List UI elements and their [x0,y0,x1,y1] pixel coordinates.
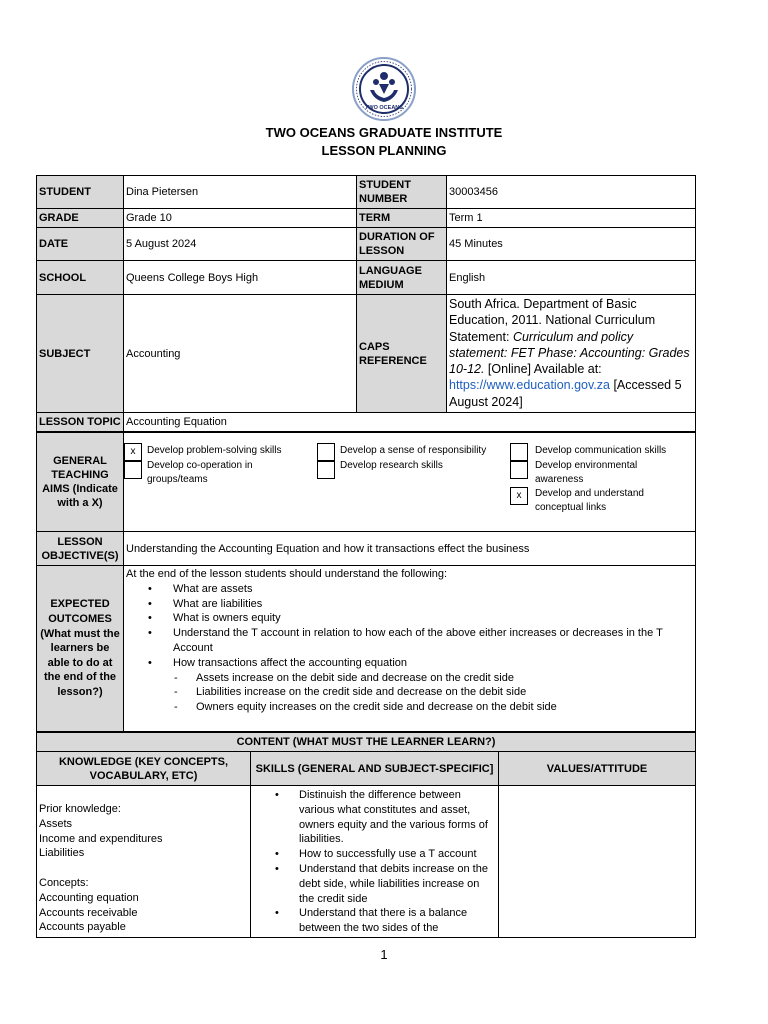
student-value: Dina Pietersen [124,176,357,209]
aim-checkbox[interactable] [510,461,528,479]
knowledge-line: Accounts payable [39,921,126,934]
topic-label: LESSON TOPIC [37,413,124,432]
term-label: TERM [357,209,447,228]
list-item: • What is owners equity [126,611,693,626]
lesson-info-table [36,175,696,432]
knowledge-line: Concepts: [39,876,89,889]
knowledge-line: Accounts receivable [39,906,138,919]
list-item: • What are liabilities [126,597,693,612]
values-cell [499,786,696,938]
knowledge-line: Liabilities [39,847,85,860]
school-label: SCHOOL [37,261,124,295]
caps-reference: South Africa. Department of Basic Education, 2011. National Curriculum Statement: Curriculum and policy statement: FET Phase: Accounting: Grades 10-12. [Online] Available at: https://www.education.gov.za [Accessed 5 August 2024] [447,295,696,413]
list-item: • Understand that there is a balance between the two sides of the [253,906,496,936]
outcomes-list [126,582,693,715]
aim-label: Develop research skills [340,460,443,471]
list-item: • How transactions affect the accounting equation [126,656,693,671]
language-label: LANGUAGE MEDIUM [357,261,447,295]
duration-label: DURATION OF LESSON [357,228,447,261]
student-number-value: 30003456 [447,176,696,209]
topic-value: Accounting Equation [124,413,696,432]
grade-value: Grade 10 [124,209,357,228]
aim-label: Develop communication skills [535,445,667,456]
term-value: Term 1 [447,209,696,228]
institute-name: TWO OCEANS GRADUATE INSTITUTE [265,125,503,140]
list-item: • Distinuish the difference between various what constitutes and asset, owners equity and the various forms of liabilities. [253,788,496,847]
page-number: 1 [380,947,388,962]
knowledge-header: KNOWLEDGE (KEY CONCEPTS, VOCABULARY, ETC) [37,752,251,786]
knowledge-cell [37,786,251,938]
aim-label: Develop problem-solving skills [147,445,282,456]
list-item: • What are assets [126,582,693,597]
list-item: • Understand the T account in relation to how each of the above either increases or decreases in the T Account [126,626,693,656]
outcomes-content [124,566,696,732]
date-value: 5 August 2024 [124,228,357,261]
caps-label: CAPS REFERENCE [357,295,447,413]
education-gov-link[interactable]: https://www.education.gov.za [449,378,610,393]
aim-label: Develop co-operation in groups/teams [147,460,253,485]
content-table [36,732,696,938]
skills-list [253,788,496,936]
list-item: • How to successfully use a T account [253,847,496,862]
aim-checkbox[interactable]: x [124,443,142,461]
outcomes-intro: At the end of the lesson students should understand the following: [126,568,448,580]
svg-text:TWO OCEANS: TWO OCEANS [365,105,403,111]
subject-label: SUBJECT [37,295,124,413]
values-header: VALUES/ATTITUDE [499,752,696,786]
student-label: STUDENT [37,176,124,209]
aim-label: Develop environmental awareness [535,460,638,485]
skills-cell [251,786,499,938]
knowledge-line [39,861,248,876]
aim-label: Develop a sense of responsibility [340,445,487,456]
sub-list-item: - Liabilities increase on the credit side and decrease on the debit side [126,685,693,700]
language-value: English [447,261,696,295]
knowledge-line: Income and expenditures [39,832,163,845]
aim-checkbox[interactable] [317,461,335,479]
knowledge-line: Prior knowledge: [39,803,121,815]
knowledge-line: Assets [39,817,73,830]
objective-text: Understanding the Accounting Equation and how it transactions effect the business [124,532,696,566]
grade-label: GRADE [37,209,124,228]
knowledge-line: Accounting equation [39,891,139,904]
sub-list-item: - Owners equity increases on the credit side and decrease on the debit side [126,700,693,715]
school-value: Queens College Boys High [124,261,357,295]
aim-label: Develop and understand conceptual links [535,488,644,513]
aims-checklist [124,433,696,532]
outcomes-label: EXPECTED OUTCOMES (What must the learners be able to do at the end of the lesson?) [37,566,124,732]
aim-checkbox[interactable]: x [510,487,528,505]
objective-label: LESSON OBJECTIVE(S) [37,532,124,566]
aims-label: GENERAL TEACHING AIMS (Indicate with a X) [37,433,124,532]
skills-header: SKILLS (GENERAL AND SUBJECT-SPECIFIC] [251,752,499,786]
aim-checkbox[interactable] [124,461,142,479]
date-label: DATE [37,228,124,261]
document-title: LESSON PLANNING [321,143,447,158]
aim-checkbox[interactable] [317,443,335,461]
duration-value: 45 Minutes [447,228,696,261]
lesson-aims-table [36,432,696,732]
student-number-label: STUDENT NUMBER [357,176,447,209]
sub-list-item: - Assets increase on the debit side and decrease on the credit side [126,671,693,686]
subject-value: Accounting [124,295,357,413]
list-item: • Understand that debits increase on the debt side, while liabilities increase on the credit side [253,862,496,906]
aim-checkbox[interactable] [510,443,528,461]
content-heading: CONTENT (WHAT MUST THE LEARNER LEARN?) [37,733,696,752]
two-oceans-logo [348,56,420,122]
